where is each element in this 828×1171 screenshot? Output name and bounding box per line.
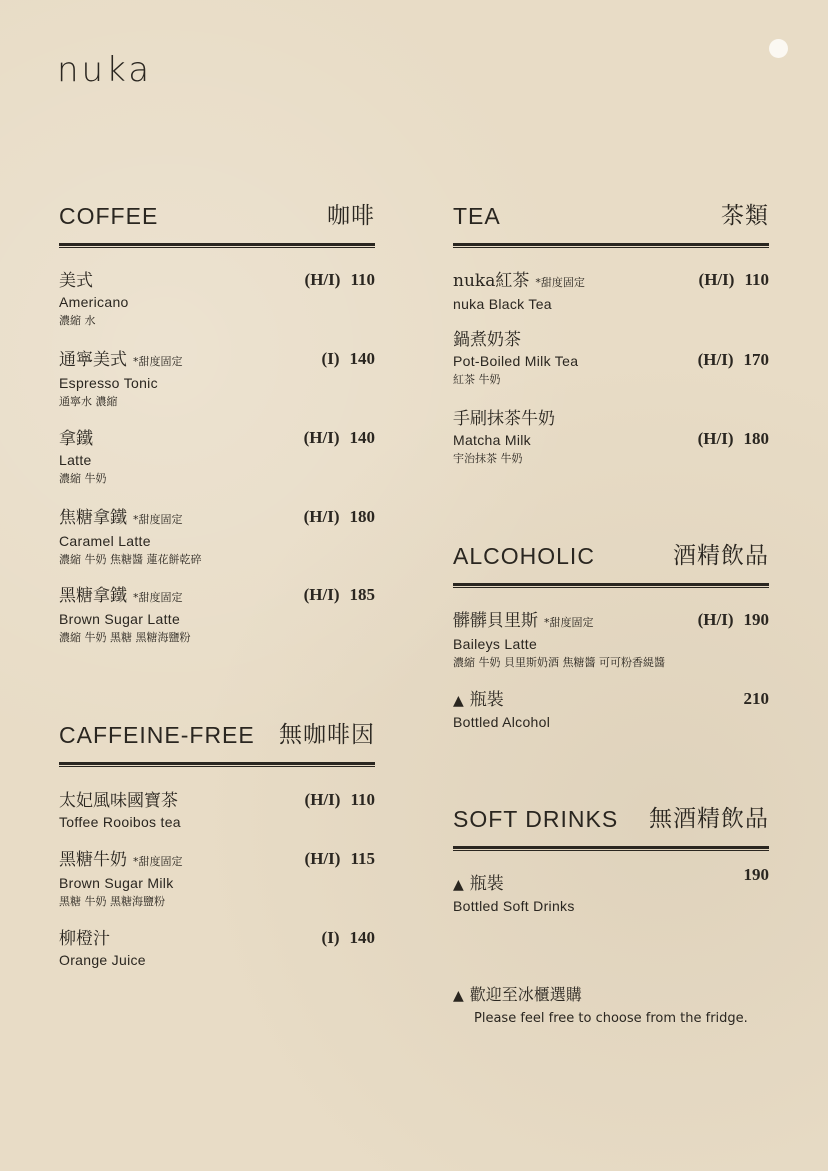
item-name-en: Americano	[59, 294, 129, 310]
item-name-en: Bottled Alcohol	[453, 714, 551, 730]
item-ingredients: 濃縮 牛奶 黑糖 黑糖海鹽粉	[59, 631, 191, 644]
item-price: (H/I) 180	[697, 429, 769, 448]
item-price: (H/I) 110	[698, 270, 769, 289]
section-header-caffeine-free	[59, 697, 375, 767]
item-price: (H/I) 180	[303, 507, 375, 526]
section-rule	[453, 243, 769, 248]
item-price: (I) 140	[321, 349, 375, 368]
menu-item	[59, 270, 375, 330]
section-rule	[453, 583, 769, 588]
item-name-en: Baileys Latte	[453, 636, 538, 652]
item-name-zh: nuka紅茶	[453, 271, 530, 291]
item-name-zh: 焦糖拿鐵	[59, 508, 127, 528]
item-note: *甜度固定	[535, 276, 585, 289]
item-note: *甜度固定	[133, 855, 183, 868]
item-price: (H/I) 110	[304, 790, 375, 809]
item-name-zh: 髒髒貝里斯	[453, 611, 538, 631]
section-rule	[59, 243, 375, 248]
section-title-zh: 無酒精飲品	[649, 806, 769, 832]
section-header-tea	[453, 178, 769, 248]
item-name-zh: 黑糖拿鐵	[59, 586, 127, 606]
punch-hole	[769, 39, 788, 58]
item-note: *甜度固定	[133, 591, 183, 604]
section-rule	[59, 762, 375, 767]
item-name-en: Caramel Latte	[59, 533, 151, 549]
item-ingredients: 紅茶 牛奶	[453, 373, 501, 386]
item-name-en: Brown Sugar Latte	[59, 611, 181, 627]
section-title-zh: 無咖啡因	[279, 722, 375, 748]
item-name-en: nuka Black Tea	[453, 296, 552, 312]
item-ingredients: 宇治抹茶 牛奶	[453, 452, 523, 465]
item-price: (H/I) 115	[304, 849, 375, 868]
item-name-zh: 拿鐵	[59, 429, 93, 449]
menu-item	[59, 790, 375, 832]
menu-item	[59, 428, 375, 488]
item-name-en: Latte	[59, 452, 92, 468]
menu-item	[59, 349, 375, 411]
item-note: *甜度固定	[133, 513, 183, 526]
section-rule	[453, 846, 769, 851]
item-name-zh: 鍋煮奶茶	[453, 330, 521, 350]
section-title-zh: 咖啡	[327, 203, 375, 229]
item-name-en: Bottled Soft Drinks	[453, 898, 575, 914]
fridge-note-zh: 歡迎至冰櫃選購	[469, 985, 582, 1004]
section-header-coffee	[59, 178, 375, 248]
item-name-en: Orange Juice	[59, 952, 146, 968]
triangle-icon: ▲	[453, 988, 464, 1004]
section-title-zh: 茶類	[721, 203, 769, 229]
menu-item	[59, 849, 375, 911]
item-name-zh: 黑糖牛奶	[59, 850, 127, 870]
item-note: *甜度固定	[133, 355, 183, 368]
item-name-zh: 手刷抹茶牛奶	[453, 409, 555, 429]
item-name-en: Matcha Milk	[453, 432, 531, 448]
item-price: (H/I) 170	[697, 350, 769, 369]
item-ingredients: 黑糖 牛奶 黑糖海鹽粉	[59, 895, 165, 908]
item-ingredients: 濃縮 牛奶 焦糖醬 蓮花餅乾碎	[59, 553, 202, 566]
menu-item	[453, 865, 769, 916]
item-ingredients: 通寧水 濃縮	[59, 395, 118, 408]
item-name-en: Espresso Tonic	[59, 375, 158, 391]
item-name-zh: 太妃風味國寶茶	[59, 791, 178, 811]
item-ingredients: 濃縮 牛奶 貝里斯奶酒 焦糖醬 可可粉香緹醬	[453, 656, 665, 669]
section-title-en: COFFEE	[59, 203, 159, 229]
item-price: (H/I) 190	[697, 610, 769, 629]
menu-item	[453, 408, 769, 468]
brand-logo: nuka	[57, 50, 153, 90]
section-title-en: SOFT DRINKS	[453, 806, 619, 832]
triangle-icon: ▲	[453, 693, 464, 709]
item-name-zh: 瓶裝	[469, 690, 504, 710]
section-title-zh: 酒精飲品	[673, 543, 769, 569]
section-header-alcoholic	[453, 518, 769, 588]
menu-item	[59, 507, 375, 569]
item-note: *甜度固定	[544, 616, 594, 629]
item-name-en: Toffee Rooibos tea	[59, 814, 181, 830]
item-price: (I) 140	[321, 928, 375, 947]
item-price: (H/I) 140	[303, 428, 375, 447]
item-name-en: Brown Sugar Milk	[59, 875, 174, 891]
item-name-zh: 通寧美式	[59, 350, 127, 370]
item-name-en: Pot-Boiled Milk Tea	[453, 353, 579, 369]
item-price: 210	[743, 689, 769, 708]
menu-item	[453, 610, 769, 672]
triangle-icon: ▲	[453, 877, 464, 893]
item-price: (H/I) 110	[304, 270, 375, 289]
fridge-note-en: Please feel free to choose from the fridge.	[474, 1011, 748, 1026]
item-name-zh: 柳橙汁	[59, 929, 110, 949]
menu-item	[59, 585, 375, 647]
item-price: (H/I) 185	[303, 585, 375, 604]
menu-item	[453, 270, 769, 314]
menu-item	[453, 329, 769, 389]
section-title-en: TEA	[453, 203, 501, 229]
item-ingredients: 濃縮 牛奶	[59, 472, 107, 485]
item-name-zh: 瓶裝	[469, 874, 504, 894]
item-ingredients: 濃縮 水	[59, 314, 96, 327]
menu-item	[453, 689, 769, 732]
menu-item	[59, 928, 375, 970]
fridge-note	[453, 984, 748, 1026]
section-title-en: CAFFEINE-FREE	[59, 722, 255, 748]
item-name-zh: 美式	[59, 271, 93, 291]
item-price: 190	[743, 865, 769, 884]
section-header-soft-drinks	[453, 781, 769, 851]
section-title-en: ALCOHOLIC	[453, 543, 595, 569]
